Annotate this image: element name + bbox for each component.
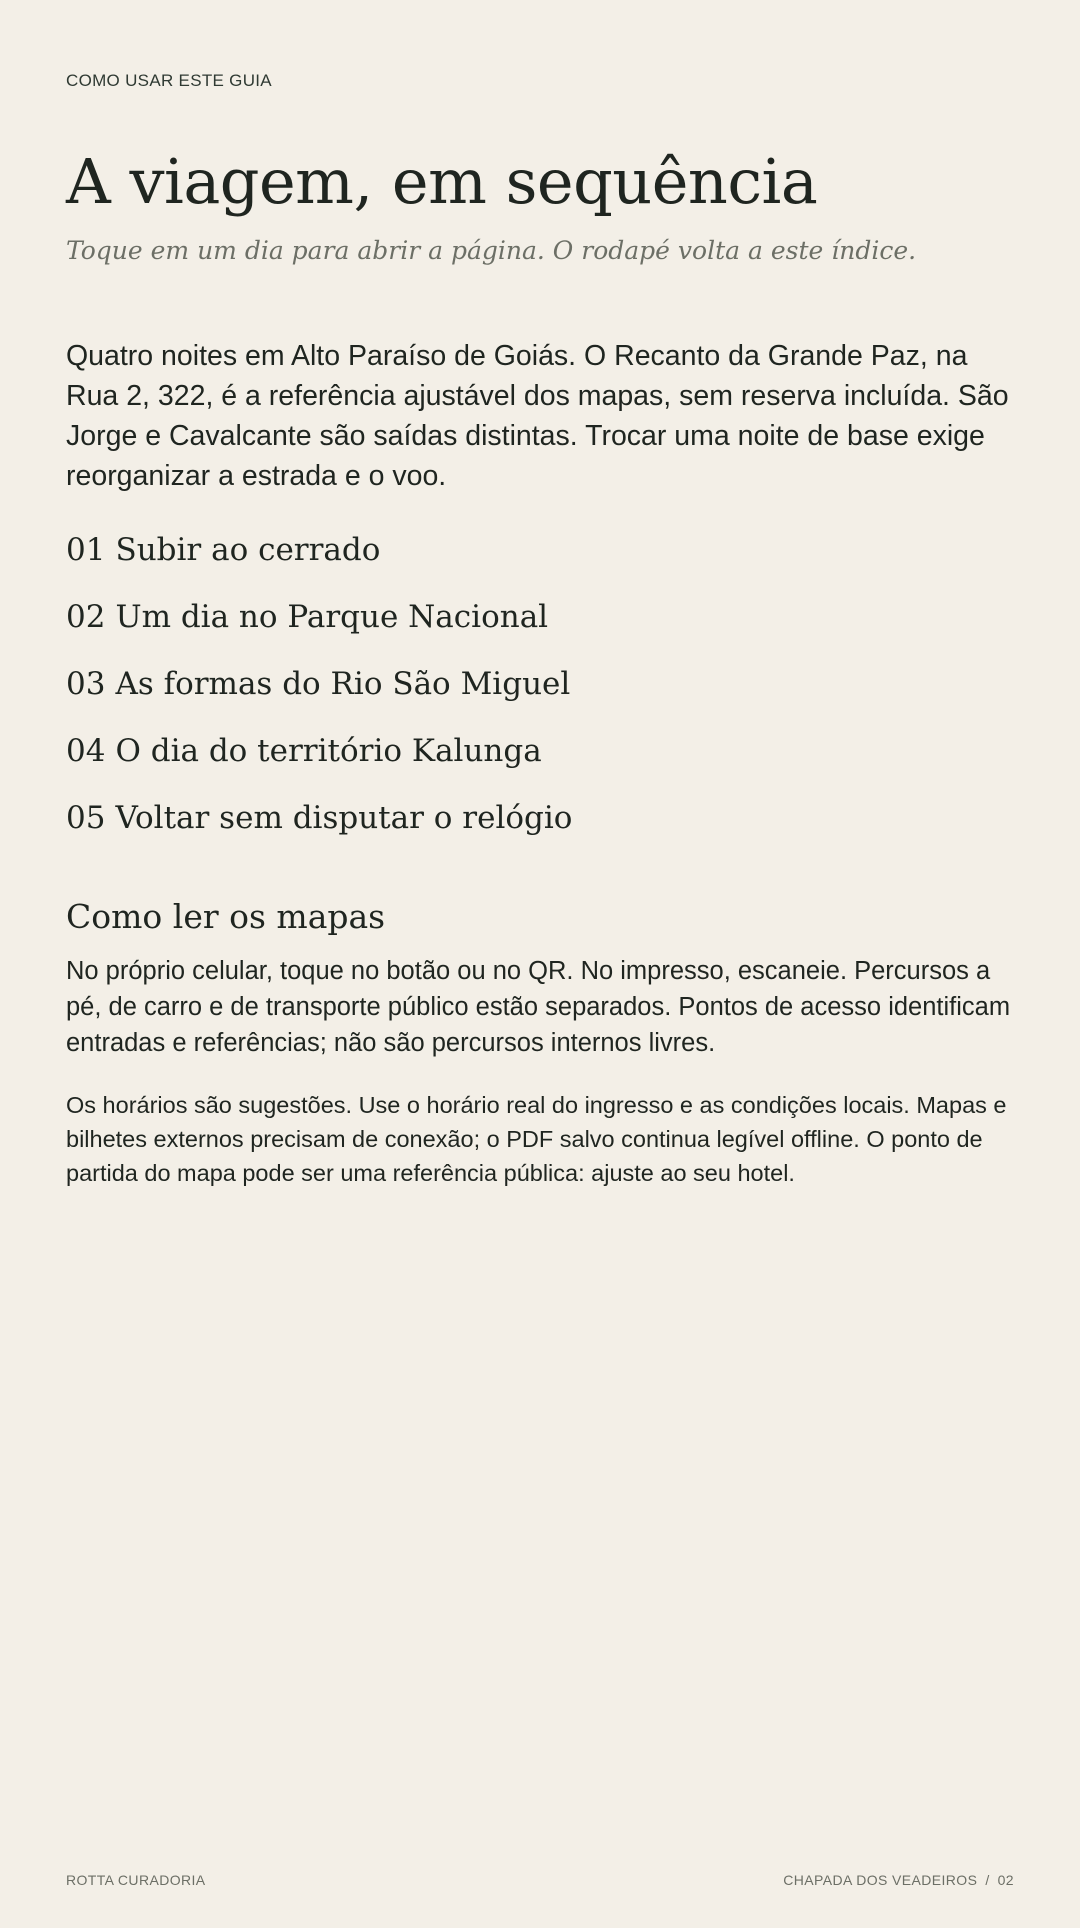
footer-brand: ROTTA CURADORIA (66, 1872, 206, 1888)
day-number: 04 (66, 733, 106, 769)
page-title: A viagem, em sequência (66, 145, 818, 218)
day-number: 02 (66, 599, 106, 635)
day-number: 05 (66, 800, 106, 836)
footer-separator: / (985, 1872, 990, 1888)
day-link-04[interactable] (66, 731, 1014, 798)
day-link-02[interactable] (66, 597, 1014, 664)
day-label: O dia do território Kalunga (115, 733, 542, 769)
intro-paragraph: Quatro noites em Alto Paraíso de Goiás. O Recanto da Grande Paz, na Rua 2, 322, é a referência ajustável dos mapas, sem reserva incluída. São Jorge e Cavalcante são saídas distintas. Trocar uma noite de base exige reorganizar a estrada e o voo. (66, 340, 1009, 492)
day-label: As formas do Rio São Miguel (115, 666, 571, 702)
day-index (66, 530, 1014, 865)
footer-page-number: 02 (997, 1872, 1014, 1888)
day-link-01[interactable] (66, 530, 1014, 597)
maps-paragraph-1: No próprio celular, toque no botão ou no QR. No impresso, escaneie. Percursos a pé, de carro e de transporte público estão separados. Pontos de acesso identificam entradas e referências; não são percursos internos livres. (66, 957, 1011, 1057)
day-label: Subir ao cerrado (115, 532, 381, 568)
page-subtitle: Toque em um dia para abrir a página. O rodapé volta a este índice. (66, 236, 917, 265)
guide-page (66, 0, 1014, 1928)
day-label: Um dia no Parque Nacional (115, 599, 549, 635)
footer-index-link[interactable] (783, 1872, 1014, 1888)
maps-paragraph-2: Os horários são sugestões. Use o horário real do ingresso e as condições locais. Mapas e bilhetes externos precisam de conexão; o PDF salvo continua legível offline. O ponto de partida do mapa pode ser uma referência pública: ajuste ao seu hotel. (66, 1092, 1007, 1186)
footer-destination: CHAPADA DOS VEADEIROS (783, 1872, 978, 1888)
day-number: 03 (66, 666, 106, 702)
maps-section-title: Como ler os mapas (66, 897, 386, 936)
day-number: 01 (66, 532, 106, 568)
day-label: Voltar sem disputar o relógio (115, 800, 573, 836)
eyebrow-label: COMO USAR ESTE GUIA (66, 71, 272, 90)
day-link-03[interactable] (66, 664, 1014, 731)
day-link-05[interactable] (66, 798, 1014, 865)
